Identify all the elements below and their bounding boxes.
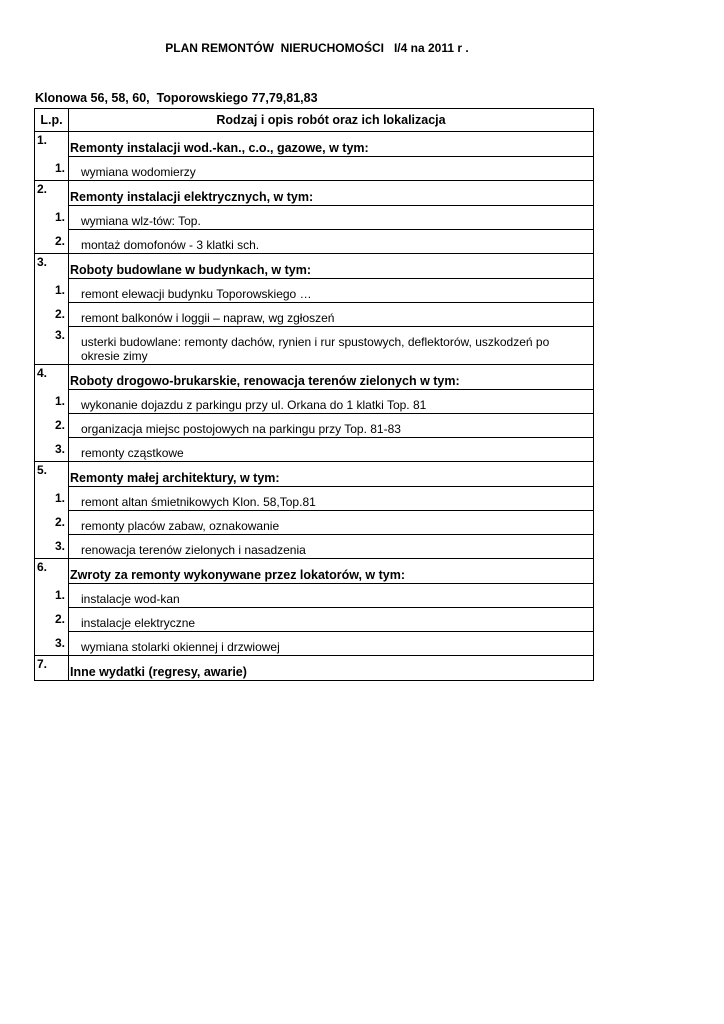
item-text: remont balkonów i loggii – napraw, wg zgłoszeń <box>69 302 594 326</box>
item-row <box>35 486 594 510</box>
repair-plan-table <box>34 108 594 681</box>
item-row <box>35 437 594 462</box>
item-number: 1. <box>35 278 69 302</box>
section-number: 6. <box>35 559 69 584</box>
item-text: remont altan śmietnikowych Klon. 58,Top.81 <box>69 486 594 510</box>
section-row <box>35 656 594 681</box>
item-row <box>35 156 594 181</box>
section-row <box>35 365 594 390</box>
section-row <box>35 181 594 206</box>
item-text: wymiana wodomierzy <box>69 156 594 181</box>
section-title: Remonty instalacji wod.-kan., c.o., gazowe, w tym: <box>69 132 594 157</box>
item-number: 1. <box>35 156 69 181</box>
section-title: Remonty małej architektury, w tym: <box>69 462 594 487</box>
section-number: 3. <box>35 254 69 279</box>
section-row <box>35 462 594 487</box>
document-title: PLAN REMONTÓW NIERUCHOMOŚCI I/4 na 2011 r . <box>165 41 469 55</box>
item-text: remont elewacji budynku Toporowskiego … <box>69 278 594 302</box>
item-row <box>35 302 594 326</box>
item-row <box>35 534 594 559</box>
item-text: organizacja miejsc postojowych na parkingu przy Top. 81-83 <box>69 413 594 437</box>
item-row <box>35 583 594 607</box>
item-number: 2. <box>35 510 69 534</box>
item-text: remonty placów zabaw, oznakowanie <box>69 510 594 534</box>
section-number: 1. <box>35 132 69 157</box>
item-row <box>35 229 594 254</box>
item-row <box>35 413 594 437</box>
header-description: Rodzaj i opis robót oraz ich lokalizacja <box>69 109 594 132</box>
section-title: Remonty instalacji elektrycznych, w tym: <box>69 181 594 206</box>
item-number: 1. <box>35 205 69 229</box>
section-title: Roboty drogowo-brukarskie, renowacja terenów zielonych w tym: <box>69 365 594 390</box>
item-number: 1. <box>35 486 69 510</box>
item-text: montaż domofonów - 3 klatki sch. <box>69 229 594 254</box>
section-title: Inne wydatki (regresy, awarie) <box>69 656 594 681</box>
section-row <box>35 132 594 157</box>
item-number: 3. <box>35 437 69 462</box>
item-number: 2. <box>35 302 69 326</box>
item-text: wymiana stolarki okiennej i drzwiowej <box>69 631 594 656</box>
item-row <box>35 205 594 229</box>
item-number: 2. <box>35 413 69 437</box>
header-lp: L.p. <box>35 109 69 132</box>
item-number: 3. <box>35 534 69 559</box>
section-title: Roboty budowlane w budynkach, w tym: <box>69 254 594 279</box>
item-text: instalacje elektryczne <box>69 607 594 631</box>
item-number: 1. <box>35 389 69 413</box>
item-text: renowacja terenów zielonych i nasadzenia <box>69 534 594 559</box>
section-number: 4. <box>35 365 69 390</box>
section-row <box>35 254 594 279</box>
property-address: Klonowa 56, 58, 60, Toporowskiego 77,79,81,83 <box>35 91 318 105</box>
section-number: 5. <box>35 462 69 487</box>
item-row <box>35 326 594 365</box>
item-number: 2. <box>35 607 69 631</box>
item-text: instalacje wod-kan <box>69 583 594 607</box>
item-text: wykonanie dojazdu z parkingu przy ul. Orkana do 1 klatki Top. 81 <box>69 389 594 413</box>
item-number: 2. <box>35 229 69 254</box>
section-row <box>35 559 594 584</box>
item-number: 1. <box>35 583 69 607</box>
item-row <box>35 278 594 302</box>
section-number: 7. <box>35 656 69 681</box>
item-row <box>35 607 594 631</box>
section-title: Zwroty za remonty wykonywane przez lokatorów, w tym: <box>69 559 594 584</box>
item-text: wymiana wlz-tów: Top. <box>69 205 594 229</box>
item-row <box>35 510 594 534</box>
section-number: 2. <box>35 181 69 206</box>
item-number: 3. <box>35 631 69 656</box>
item-number: 3. <box>35 326 69 365</box>
table-header-row <box>35 109 594 132</box>
item-row <box>35 631 594 656</box>
item-row <box>35 389 594 413</box>
item-text: remonty cząstkowe <box>69 437 594 462</box>
item-text: usterki budowlane: remonty dachów, rynien i rur spustowych, deflektorów, uszkodzeń po okresie zimy <box>69 326 594 365</box>
